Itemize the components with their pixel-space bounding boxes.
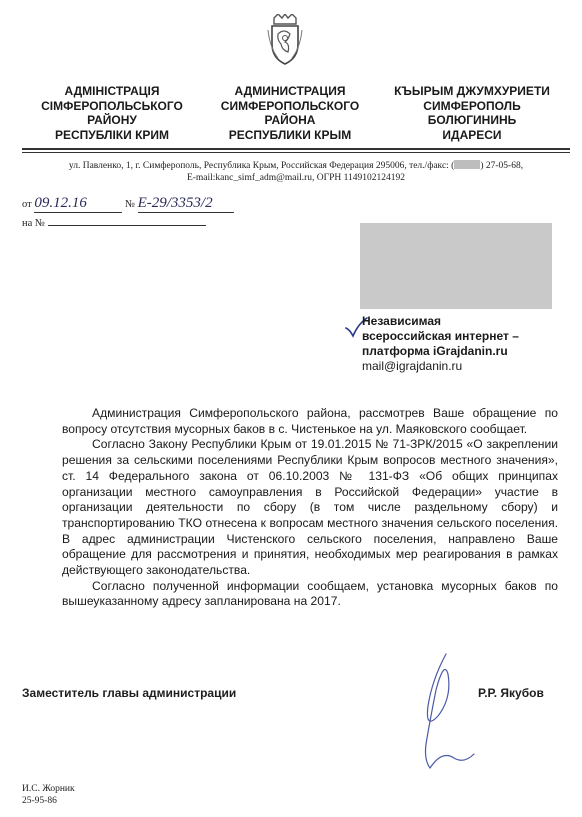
header-russian: [206, 84, 374, 142]
number-label: №: [124, 199, 135, 210]
header-line: АДМІНІСТРАЦІЯ: [64, 84, 160, 98]
header-line: ИДАРЕСИ: [442, 127, 502, 142]
signatory-title: Заместитель главы администрации: [22, 686, 237, 700]
executor-block: [22, 783, 75, 807]
header-line: РАЙОНУ: [87, 113, 137, 127]
header-divider: [22, 152, 570, 153]
body-paragraph: Согласно Закону Республики Крым от 19.01.2015 № 71-ЗРК/2015 «О закреплении решения за сельскими поселениями Республики Крым вопросов местного значения», ст. 14 Федерального закона от 06.10.2003 № 131-ФЗ «Об общих принципах организации местного самоуправления в Российской Федерации» участие в организации деятельности по сбору (в том числе раздельному сбору) и транспортированию ТКО отнесена к вопросам местного значения сельского поселения. В адрес администрации Чистенского сельского поселения, направлено Ваше обращение для рассмотрения и принятия, необходимых мер реагирования в рамках действующего законодательства.: [62, 437, 558, 578]
recipient-line: Независимая: [362, 314, 442, 328]
executor-name: И.С. Жорник: [22, 784, 75, 794]
header-divider: [22, 148, 570, 150]
body-paragraph: Согласно полученной информации сообщаем, установка мусорных баков по вышеуказанному адресу запланирована на 2017.: [62, 578, 558, 609]
header-line: СИМФЕРОПОЛЬСКОГО: [220, 98, 360, 113]
incoming-reference: [22, 214, 206, 229]
header-line: АДМИНИСТРАЦИЯ: [234, 84, 346, 98]
recipient-line: платформа iGrajdanin.ru: [362, 344, 508, 358]
recipient-email: mail@igrajdanin.ru: [362, 359, 463, 373]
from-label: от: [22, 199, 32, 210]
na-label: на №: [22, 218, 45, 229]
header-line: РАЙОНА: [264, 113, 316, 127]
redacted-area: [360, 223, 552, 309]
redacted-area: [454, 160, 480, 169]
header-line: СИМФЕРОПОЛЬ: [423, 98, 521, 113]
header-line: РЕСПУБЛІКИ КРИМ: [54, 127, 170, 142]
executor-phone: 25-95-86: [22, 796, 57, 806]
address-email-line: E-mail:kanc_simf_adm@mail.ru, ОГРН 1149102124192: [186, 173, 406, 183]
recipient-line: всероссийская интернет –: [362, 329, 519, 343]
handwritten-signature: [408, 650, 478, 770]
header-line: РЕСПУБЛИКИ КРЫМ: [228, 127, 352, 142]
crimea-coat-of-arms-icon: [266, 14, 304, 66]
header-line: СІМФЕРОПОЛЬСЬКОГО: [41, 98, 183, 113]
signatory-name: Р.Р. Якубов: [478, 686, 544, 700]
incoming-number-blank: [48, 214, 206, 226]
address-text: ул. Павленко, 1, г. Симферополь, Республика Крым, Российская Федерация 295006, тел./факс: (: [68, 161, 455, 171]
address-block: [22, 160, 570, 184]
outgoing-date: 09.12.16: [34, 195, 122, 213]
header-line: КЪЫРЫМ ДЖУМХУРИЕТИ: [394, 84, 550, 98]
header-ukrainian: [28, 84, 196, 142]
outgoing-number: Е-29/3353/2: [138, 195, 234, 213]
outgoing-reference: [22, 195, 234, 213]
body-paragraph: Администрация Симферопольского района, рассмотрев Ваше обращение по вопросу отсутствия мусорных баков в с. Чистенькое на ул. Маяковского сообщает.: [62, 406, 558, 436]
header-line: БОЛЮГИНИНЬ: [427, 113, 517, 127]
header-crimean-tatar: [384, 84, 560, 142]
recipient-block: [362, 314, 572, 374]
address-text: ) 27-05-68,: [480, 161, 524, 171]
letter-body: [62, 406, 558, 610]
